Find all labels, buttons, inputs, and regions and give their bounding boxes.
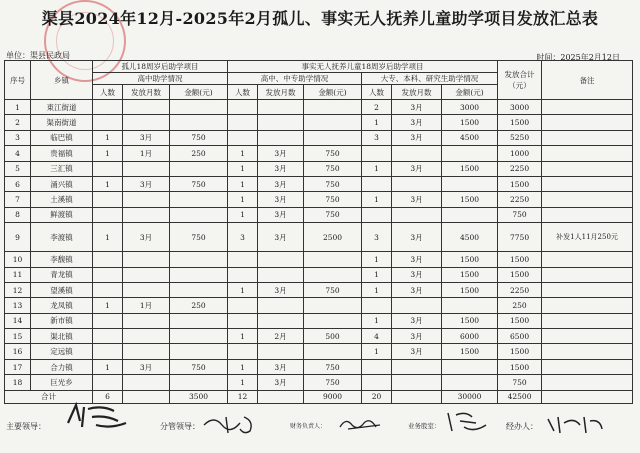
fact-college-people: 1 [362,115,392,130]
orphan-people: 1 [93,130,123,145]
orphan-amount [170,161,228,176]
header-months: 发放月数 [123,85,170,100]
orphan-people [93,161,123,176]
fact-high-amount [304,130,362,145]
row-seq: 8 [5,207,31,222]
row-town: 渠北镇 [31,329,93,344]
header-amount: 金额(元) [304,85,362,100]
row-remark: 补发1人11月250元 [542,223,633,252]
totals-orphan-amount: 3500 [170,390,228,403]
handler-signature [544,411,608,437]
header-row-1 [5,61,633,73]
row-town: 涌兴镇 [31,176,93,191]
orphan-months: 3月 [123,130,170,145]
orphan-amount [170,329,228,344]
totals-fact-high-months [258,390,304,403]
fact-college-months: 3月 [392,252,442,267]
orphan-months [123,267,170,282]
fact-college-amount [442,146,498,161]
unit-label: 单位：渠县民政局 [6,51,70,60]
row-remark [542,329,633,344]
fact-college-amount: 4500 [442,223,498,252]
chief-label: 主要领导： [6,422,46,431]
fact-high-months [258,313,304,328]
document-title: 渠县2024年12月-2025年2月孤儿、事实无人抚养儿童助学项目发放汇总表 [41,9,599,28]
fact-college-people: 2 [362,100,392,115]
header-people: 人数 [228,85,258,100]
fact-college-people: 3 [362,223,392,252]
fact-high-people [228,298,258,313]
fact-high-amount [304,252,362,267]
orphan-months [123,115,170,130]
fact-college-amount: 1500 [442,344,498,359]
header-amount: 金额(元) [170,85,228,100]
row-remark [542,298,633,313]
business-label: 业务股室： [408,422,441,430]
orphan-amount [170,252,228,267]
fact-high-people: 3 [228,223,258,252]
table-row [5,176,633,191]
fact-college-months [392,176,442,191]
row-town: 三汇镇 [31,161,93,176]
fact-high-months [258,100,304,115]
row-remark [542,146,633,161]
table-row [5,375,633,390]
row-seq: 2 [5,115,31,130]
row-remark [542,192,633,207]
orphan-people [93,267,123,282]
table-row [5,192,633,207]
header-total: 发放合计（元） [498,61,542,100]
fact-college-people: 1 [362,192,392,207]
fact-high-months: 3月 [258,359,304,374]
fact-high-months: 3月 [258,161,304,176]
header-people: 人数 [362,85,392,100]
fact-college-amount: 1500 [442,115,498,130]
table-row [5,100,633,115]
orphan-amount [170,344,228,359]
fact-college-months: 3月 [392,115,442,130]
row-town: 李渡镇 [31,223,93,252]
row-town: 李馥镇 [31,252,93,267]
row-seq: 9 [5,223,31,252]
header-people: 人数 [93,85,123,100]
totals-fact-college-amount: 30000 [442,390,498,403]
orphan-months [123,344,170,359]
row-total: 250 [498,298,542,313]
fact-college-amount [442,375,498,390]
fact-college-amount [442,176,498,191]
business-signature [442,407,492,435]
orphan-people: 1 [93,359,123,374]
row-town: 渠南街道 [31,115,93,130]
table-row [5,223,633,252]
fact-high-people: 1 [228,375,258,390]
row-town: 临巴镇 [31,130,93,145]
orphan-people [93,252,123,267]
fact-high-months: 3月 [258,223,304,252]
row-total: 1500 [498,252,542,267]
totals-fact-college-months [392,390,442,403]
fact-college-amount: 1500 [442,252,498,267]
row-seq: 6 [5,176,31,191]
orphan-amount [170,207,228,222]
table-row [5,329,633,344]
totals-fact-high-people: 12 [228,390,258,403]
orphan-people [93,329,123,344]
row-total: 1500 [498,359,542,374]
row-total: 5250 [498,130,542,145]
row-town: 新市镇 [31,313,93,328]
row-town: 東江街道 [31,100,93,115]
orphan-people [93,375,123,390]
orphan-people: 1 [93,298,123,313]
table-row [5,161,633,176]
row-seq: 7 [5,192,31,207]
table-row [5,313,633,328]
orphan-people: 1 [93,223,123,252]
row-seq: 5 [5,161,31,176]
fact-college-people [362,359,392,374]
row-seq: 1 [5,100,31,115]
fact-college-amount: 4500 [442,130,498,145]
row-total: 1500 [498,176,542,191]
row-town: 鲜渡镇 [31,207,93,222]
row-remark [542,267,633,282]
fact-high-amount: 750 [304,207,362,222]
header-months: 发放月数 [258,85,304,100]
totals-orphan-people: 6 [93,390,123,403]
row-seq: 12 [5,282,31,297]
fact-college-amount: 1500 [442,161,498,176]
fact-high-months: 3月 [258,207,304,222]
row-town: 贵福镇 [31,146,93,161]
row-total: 1500 [498,344,542,359]
orphan-amount: 250 [170,298,228,313]
signature-footer [0,415,640,453]
orphan-amount: 750 [170,130,228,145]
table-row [5,115,633,130]
row-seq: 17 [5,359,31,374]
row-town: 合力镇 [31,359,93,374]
fact-college-months [392,207,442,222]
orphan-amount: 750 [170,223,228,252]
fact-high-people [228,130,258,145]
row-total: 750 [498,207,542,222]
orphan-amount: 250 [170,146,228,161]
row-remark [542,252,633,267]
orphan-people [93,100,123,115]
header-orphan-group: 孤儿18周岁后助学项目 [93,61,228,73]
orphan-months [123,282,170,297]
fact-high-amount: 750 [304,146,362,161]
totals-fact-high-amount: 9000 [304,390,362,403]
row-remark [542,100,633,115]
fact-college-months: 3月 [392,282,442,297]
row-remark [542,161,633,176]
header-town: 乡镇 [31,61,93,100]
row-remark [542,115,633,130]
fact-high-people: 1 [228,192,258,207]
orphan-amount [170,282,228,297]
row-total: 750 [498,375,542,390]
orphan-people [93,207,123,222]
fact-high-amount [304,267,362,282]
orphan-people [93,115,123,130]
finance-signature [336,413,386,435]
orphan-amount [170,313,228,328]
orphan-amount: 750 [170,359,228,374]
fact-college-people [362,298,392,313]
table-row [5,344,633,359]
fact-high-people [228,252,258,267]
row-town: 青龙镇 [31,267,93,282]
header-seq: 序号 [5,61,31,100]
fact-college-people [362,207,392,222]
fact-high-people: 1 [228,282,258,297]
orphan-months: 1月 [123,298,170,313]
row-total: 1500 [498,313,542,328]
fact-high-amount: 750 [304,359,362,374]
fact-high-amount [304,115,362,130]
fact-college-months [392,146,442,161]
row-total: 1000 [498,146,542,161]
orphan-months [123,329,170,344]
leader-signature [200,411,260,437]
fact-college-amount: 6000 [442,329,498,344]
fact-high-months: 3月 [258,192,304,207]
orphan-months: 3月 [123,223,170,252]
totals-grand: 42500 [498,390,542,403]
orphan-months: 1月 [123,146,170,161]
fact-high-months: 2月 [258,329,304,344]
orphan-people [93,313,123,328]
fact-high-people: 1 [228,146,258,161]
orphan-amount [170,192,228,207]
header-fact-high: 高中、中专助学情况 [228,73,362,85]
fact-college-people: 1 [362,267,392,282]
fact-high-months [258,298,304,313]
fact-high-amount: 500 [304,329,362,344]
fact-high-months [258,344,304,359]
row-total: 2250 [498,192,542,207]
fact-high-months: 3月 [258,375,304,390]
orphan-months: 3月 [123,359,170,374]
fact-college-amount: 3000 [442,100,498,115]
row-seq: 14 [5,313,31,328]
summary-table [4,60,633,404]
fact-high-months [258,267,304,282]
fact-high-amount: 750 [304,192,362,207]
row-remark [542,176,633,191]
orphan-amount [170,100,228,115]
fact-college-months: 3月 [392,223,442,252]
header-orphan-high: 高中助学情况 [93,73,228,85]
fact-high-people [228,313,258,328]
fact-high-people: 1 [228,161,258,176]
fact-college-months: 3月 [392,344,442,359]
row-total: 2250 [498,282,542,297]
row-town: 巨光乡 [31,375,93,390]
totals-remark [542,390,633,403]
fact-college-months: 3月 [392,329,442,344]
row-total: 3000 [498,100,542,115]
totals-label: 合计 [5,390,93,403]
fact-college-amount [442,298,498,313]
fact-college-amount: 1500 [442,267,498,282]
table-row [5,207,633,222]
orphan-amount [170,115,228,130]
table-row [5,146,633,161]
fact-high-amount: 2500 [304,223,362,252]
orphan-people [93,344,123,359]
row-remark [542,207,633,222]
fact-college-amount: 1500 [442,313,498,328]
row-seq: 11 [5,267,31,282]
fact-college-people [362,146,392,161]
fact-college-amount: 1500 [442,282,498,297]
header-amount: 金额(元) [442,85,498,100]
orphan-people: 1 [93,146,123,161]
row-seq: 13 [5,298,31,313]
fact-high-amount [304,344,362,359]
leader-label: 分管领导： [160,422,200,431]
fact-high-people: 1 [228,207,258,222]
fact-college-months: 3月 [392,161,442,176]
row-seq: 10 [5,252,31,267]
fact-college-people: 1 [362,252,392,267]
fact-college-months: 3月 [392,130,442,145]
orphan-months [123,252,170,267]
chief-signature [62,399,132,433]
orphan-amount [170,267,228,282]
fact-high-months: 3月 [258,146,304,161]
orphan-people [93,192,123,207]
header-fact-college: 大专、本科、研究生助学情况 [362,73,498,85]
row-total: 2250 [498,161,542,176]
fact-high-amount: 750 [304,176,362,191]
fact-college-months: 3月 [392,192,442,207]
fact-college-amount: 1500 [442,192,498,207]
row-remark [542,375,633,390]
row-town: 龙凤镇 [31,298,93,313]
fact-high-months: 3月 [258,176,304,191]
row-seq: 4 [5,146,31,161]
fact-college-months: 3月 [392,313,442,328]
fact-college-people: 3 [362,130,392,145]
fact-high-people: 1 [228,176,258,191]
fact-high-amount: 750 [304,375,362,390]
fact-high-months [258,115,304,130]
orphan-months [123,161,170,176]
header-months: 发放月数 [392,85,442,100]
row-remark [542,130,633,145]
fact-college-people: 4 [362,329,392,344]
fact-college-people: 1 [362,282,392,297]
table-row [5,267,633,282]
fact-high-people [228,344,258,359]
fact-college-people: 1 [362,344,392,359]
row-total: 1500 [498,115,542,130]
table-row [5,252,633,267]
totals-fact-college-people: 20 [362,390,392,403]
row-total: 1500 [498,267,542,282]
fact-high-months: 3月 [258,282,304,297]
fact-college-people [362,176,392,191]
table-row [5,282,633,297]
fact-high-months [258,252,304,267]
fact-college-people: 1 [362,161,392,176]
fact-high-people: 1 [228,329,258,344]
row-remark [542,359,633,374]
fact-high-amount [304,313,362,328]
orphan-months: 3月 [123,176,170,191]
orphan-months [123,375,170,390]
row-remark [542,313,633,328]
row-total: 7750 [498,223,542,252]
row-remark [542,344,633,359]
row-seq: 16 [5,344,31,359]
fact-college-people: 1 [362,313,392,328]
fact-high-people [228,267,258,282]
fact-high-months [258,130,304,145]
fact-college-months: 3月 [392,100,442,115]
fact-high-amount [304,298,362,313]
row-seq: 18 [5,375,31,390]
orphan-months [123,313,170,328]
date-label: 时间：2025年2月12日 [536,53,620,62]
handler-label: 经办人： [506,422,538,431]
fact-high-people [228,115,258,130]
fact-high-people: 1 [228,359,258,374]
header-fact-group: 事实无人抚养儿童18周岁后助学项目 [228,61,498,73]
header-remark: 备注 [542,61,633,100]
finance-label: 财务负责人： [290,423,327,430]
row-seq: 15 [5,329,31,344]
orphan-amount: 750 [170,176,228,191]
orphan-months [123,207,170,222]
fact-high-amount: 750 [304,282,362,297]
orphan-months [123,100,170,115]
orphan-people: 1 [93,176,123,191]
fact-college-amount [442,207,498,222]
row-remark [542,282,633,297]
table-row [5,130,633,145]
fact-high-people [228,100,258,115]
table-row [5,359,633,374]
fact-high-amount [304,100,362,115]
fact-college-months [392,298,442,313]
row-seq: 3 [5,130,31,145]
fact-college-months [392,359,442,374]
fact-college-amount [442,359,498,374]
table-row [5,298,633,313]
fact-college-months [392,375,442,390]
fact-college-months: 3月 [392,267,442,282]
row-town: 望溪镇 [31,282,93,297]
orphan-people [93,282,123,297]
row-town: 土溪镇 [31,192,93,207]
row-town: 定远镇 [31,344,93,359]
orphan-amount [170,375,228,390]
row-total: 6500 [498,329,542,344]
orphan-months [123,192,170,207]
fact-high-amount: 750 [304,161,362,176]
fact-college-people [362,375,392,390]
